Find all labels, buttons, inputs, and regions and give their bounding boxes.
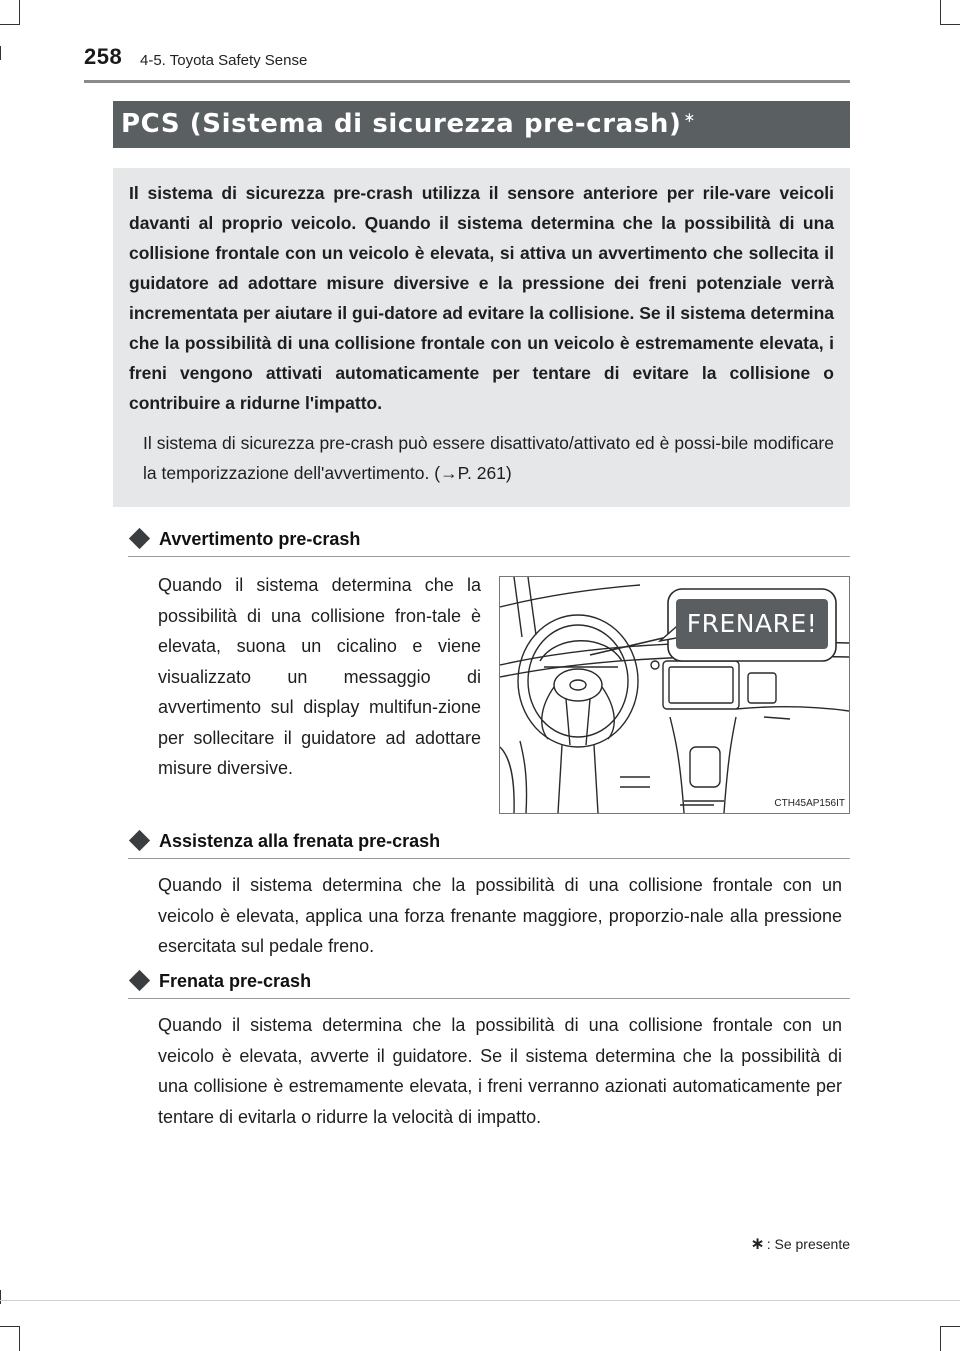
crop-mark — [940, 1326, 941, 1351]
subsection-heading — [128, 529, 360, 550]
subsection-body: Quando il sistema determina che la possibilità di una collisione frontale con un veicolo è elevata, avverte il guidatore. Se il sistema determina che la possibilità di una collisione è estremamente elevata, i freni verranno azionati automaticamente per tentare di evitarla o ridurre la velocità di impatto. — [158, 1015, 842, 1127]
subsection-heading-text: Avvertimento pre-crash — [159, 529, 361, 549]
intro-note: Il sistema di sicurezza pre-crash può essere disattivato/attivato ed è possi-bile modificare la temporizzazione dell'avvertimento. (→P. 261) — [143, 433, 834, 483]
subsection-heading-text: Assistenza alla frenata pre-crash — [159, 831, 441, 851]
section-breadcrumb: 4-5. Toyota Safety Sense — [140, 52, 308, 69]
footnote-text: : Se presente — [766, 1236, 850, 1252]
crop-mark — [940, 24, 960, 25]
warning-message: FRENARE! — [686, 609, 818, 638]
subsection-divider — [128, 556, 850, 557]
footnote-star: ∗ — [750, 1234, 765, 1253]
crop-mark — [940, 1326, 960, 1327]
page-title — [113, 101, 850, 148]
intro-paragraph: Il sistema di sicurezza pre-crash utilizza il sensore anteriore per rile-vare veicoli davanti al proprio veicolo. Quando il sistema determina che la possibilità di una collisione frontale con un veicolo è elevata, si attiva un avvertimento che sollecita il guidatore ad adottare misure diversive e la pressione dei freni potenziale verrà incrementata per aiutare il gui-datore ad evitare la collisione. Se il sistema determina che la possibilità di una collisione frontale con un veicolo è estremamente elevata, i freni vengono attivati automaticamente per tentare di evitare la collisione o contribuire a ridurne l'impatto. — [129, 183, 834, 413]
header-divider — [84, 80, 850, 83]
crop-mark — [0, 46, 1, 60]
crop-mark — [0, 1300, 960, 1301]
subsection-body: Quando il sistema determina che la possibilità di una collisione frontale con un veicolo è elevata, applica una forza frenante maggiore, proporzio-nale alla pressione esercitata sul pedale freno. — [158, 875, 842, 956]
figure-code: CTH45AP156IT — [774, 798, 845, 809]
subsection-heading — [128, 971, 311, 992]
diamond-bullet-icon — [129, 528, 150, 549]
page-title-text: PCS (Sistema di sicurezza pre-crash) — [121, 109, 682, 139]
page-number: 258 — [84, 44, 123, 69]
subsection-heading-text: Frenata pre-crash — [159, 971, 312, 991]
crop-mark — [940, 0, 941, 24]
subsection-divider — [128, 858, 850, 859]
crop-mark — [0, 24, 20, 25]
subsection-body: Quando il sistema determina che la possibilità di una collisione fron-tale è elevata, suona un cicalino e viene visualizzato un messaggio di avvertimento sul display multifun-zione per sollecitare il guidatore ad adottare misure diversive. — [158, 575, 481, 778]
crop-mark — [0, 1290, 1, 1304]
footnote — [750, 1234, 850, 1254]
crop-mark — [0, 1326, 20, 1327]
optional-marker: ∗ — [683, 110, 696, 126]
dashboard-illustration — [499, 576, 850, 814]
intro-box — [113, 168, 850, 507]
diamond-bullet-icon — [129, 830, 150, 851]
subsection-heading — [128, 831, 440, 852]
crop-mark — [19, 1326, 20, 1351]
subsection-divider — [128, 998, 850, 999]
diamond-bullet-icon — [129, 970, 150, 991]
crop-mark — [19, 0, 20, 24]
